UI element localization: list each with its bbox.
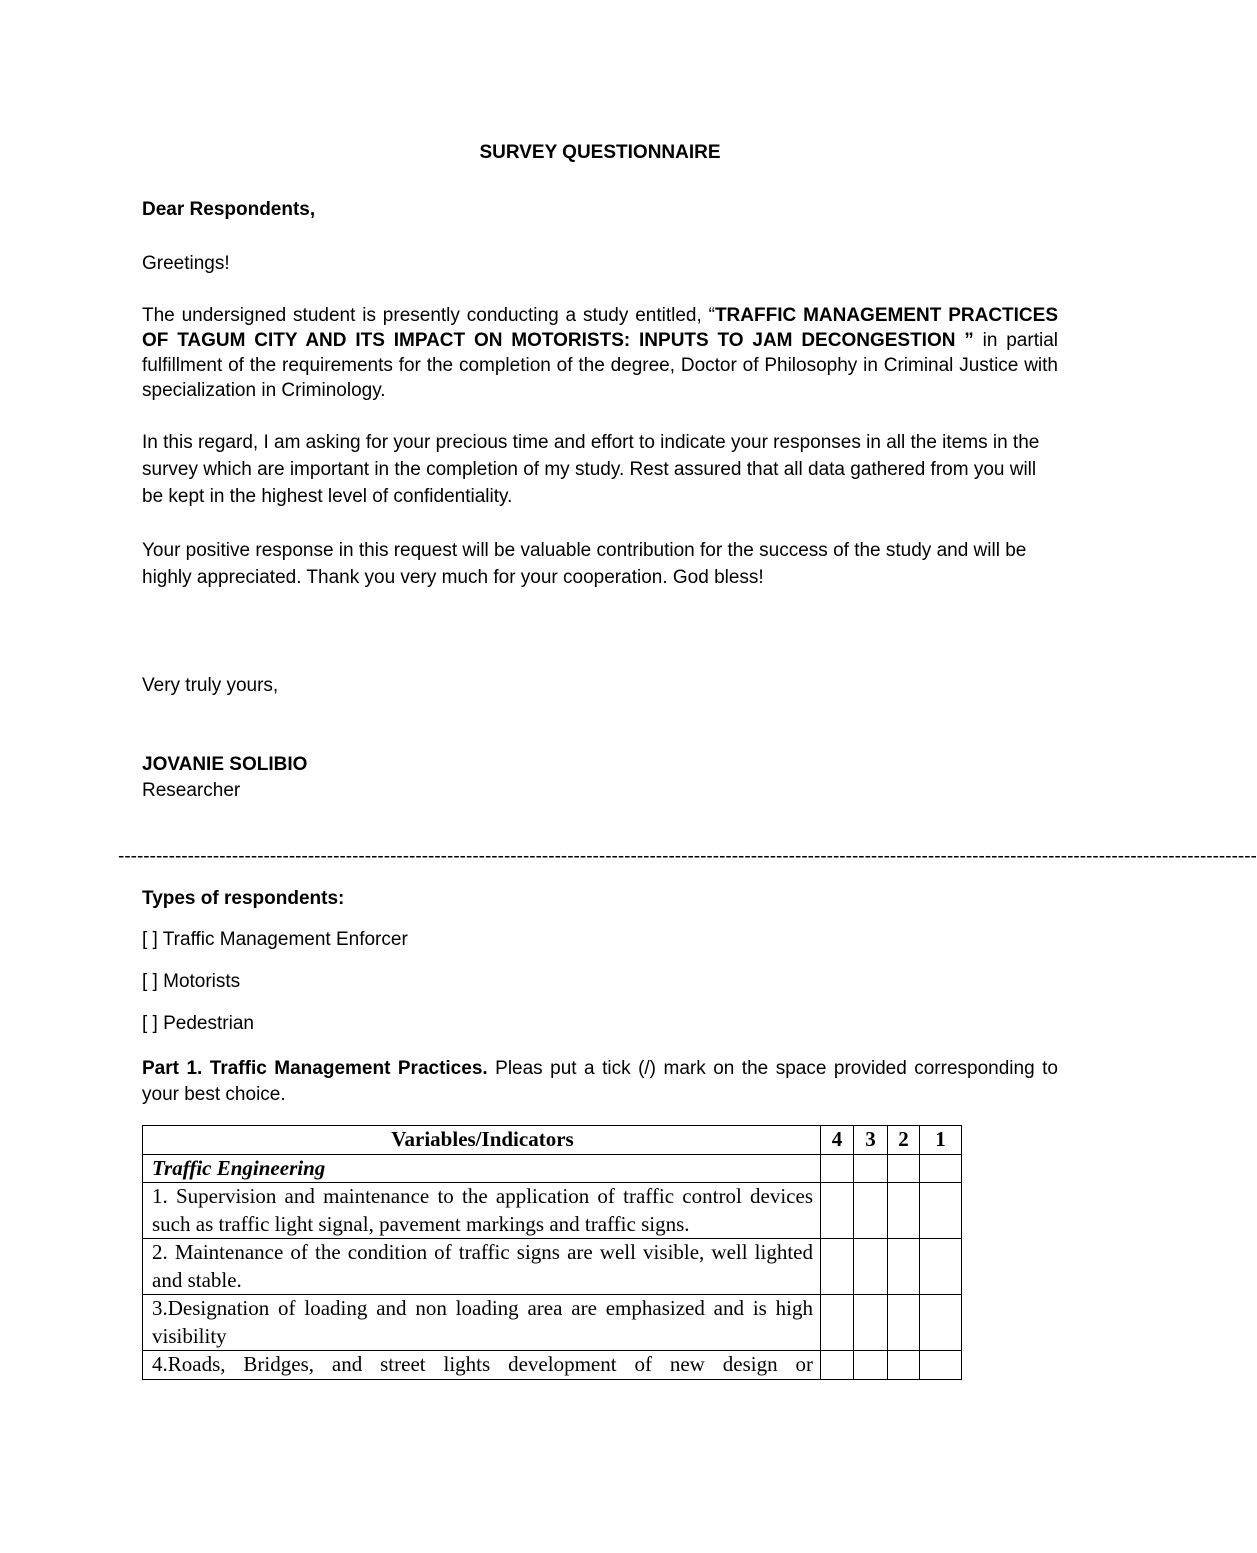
tick-cell[interactable] — [854, 1351, 888, 1380]
tick-cell[interactable] — [888, 1154, 920, 1183]
tick-cell[interactable] — [920, 1295, 962, 1351]
study-title: TRAFFIC MANAGEMENT PRACTICES OF TAGUM CITY AND ITS IMPACT ON MOTORISTS: INPUTS TO JAM DECONGESTION ” — [142, 305, 1058, 351]
header-variables: Variables/Indicators — [143, 1126, 821, 1155]
intro-paragraph — [142, 303, 1058, 403]
respondent-option-motorists[interactable]: [ ] Motorists — [142, 971, 241, 992]
tick-cell[interactable] — [854, 1183, 888, 1239]
paragraph-confidentiality: In this regard, I am asking for your precious time and effort to indicate your responses in all the items in the survey which are important in the completion of my study. Rest assured that all data gathered from you will be kept in the highest level of confidentiality. — [142, 432, 1040, 507]
tick-cell[interactable] — [920, 1154, 962, 1183]
intro-after: in partial fulfillment of the requirements for the completion of the degree, Doctor of Philosophy in Criminal Justice with specialization in Criminology. — [142, 330, 1058, 401]
salutation: Dear Respondents, — [142, 199, 316, 220]
header-scale-1: 1 — [920, 1126, 962, 1155]
intro-before: The undersigned student is presently conducting a study entitled, “ — [142, 305, 715, 326]
tick-cell[interactable] — [888, 1239, 920, 1295]
respondent-option-pedestrian[interactable]: [ ] Pedestrian — [142, 1013, 254, 1034]
header-scale-4: 4 — [821, 1126, 854, 1155]
respondent-option-enforcer[interactable]: [ ] Traffic Management Enforcer — [142, 929, 408, 950]
closing: Very truly yours, — [142, 675, 279, 696]
tick-cell[interactable] — [821, 1154, 854, 1183]
signature-name: JOVANIE SOLIBIO — [142, 754, 308, 775]
table-header-row — [143, 1126, 962, 1155]
tick-cell[interactable] — [821, 1295, 854, 1351]
part1-text: Pleas put a tick (/) mark on the space provided corresponding to your best choice. — [142, 1058, 1058, 1105]
tick-cell[interactable] — [821, 1239, 854, 1295]
tick-cell[interactable] — [888, 1183, 920, 1239]
table-row — [143, 1239, 962, 1295]
respondent-types-heading: Types of respondents: — [142, 888, 345, 909]
divider-line: ------------------------------------------------------------------------------------------------------------------------------------------------------------------------------------ — [118, 846, 1257, 867]
indicator-2: 2. Maintenance of the condition of traffic signs are well visible, well lighted and stable. — [143, 1239, 821, 1295]
tick-cell[interactable] — [854, 1295, 888, 1351]
tick-cell[interactable] — [920, 1351, 962, 1380]
tick-cell[interactable] — [821, 1351, 854, 1380]
indicator-1: 1. Supervision and maintenance to the application of traffic control devices such as traffic light signal, pavement markings and traffic signs. — [143, 1183, 821, 1239]
tick-cell[interactable] — [854, 1239, 888, 1295]
part1-instruction — [142, 1056, 1058, 1108]
tick-cell[interactable] — [821, 1183, 854, 1239]
header-scale-2: 2 — [888, 1126, 920, 1155]
tick-cell[interactable] — [920, 1239, 962, 1295]
tick-cell[interactable] — [920, 1183, 962, 1239]
table-row — [143, 1351, 962, 1380]
indicator-3: 3.Designation of loading and non loading area are emphasized and is high visibility — [143, 1295, 821, 1351]
page-title: SURVEY QUESTIONNAIRE — [479, 142, 721, 163]
signature-role: Researcher — [142, 780, 241, 801]
part1-label: Part 1. Traffic Management Practices. — [142, 1058, 488, 1079]
category-traffic-engineering: Traffic Engineering — [143, 1154, 821, 1183]
table-row — [143, 1295, 962, 1351]
tick-cell[interactable] — [888, 1295, 920, 1351]
table-row — [143, 1183, 962, 1239]
tick-cell[interactable] — [854, 1154, 888, 1183]
greeting: Greetings! — [142, 253, 230, 274]
category-row — [143, 1154, 962, 1183]
header-scale-3: 3 — [854, 1126, 888, 1155]
paragraph-thanks: Your positive response in this request will be valuable contribution for the success of the study and will be highly appreciated. Thank you very much for your cooperation. God bless! — [142, 540, 1027, 588]
tick-cell[interactable] — [888, 1351, 920, 1380]
survey-table — [142, 1125, 962, 1380]
indicator-4: 4.Roads, Bridges, and street lights development of new design or — [143, 1351, 821, 1380]
